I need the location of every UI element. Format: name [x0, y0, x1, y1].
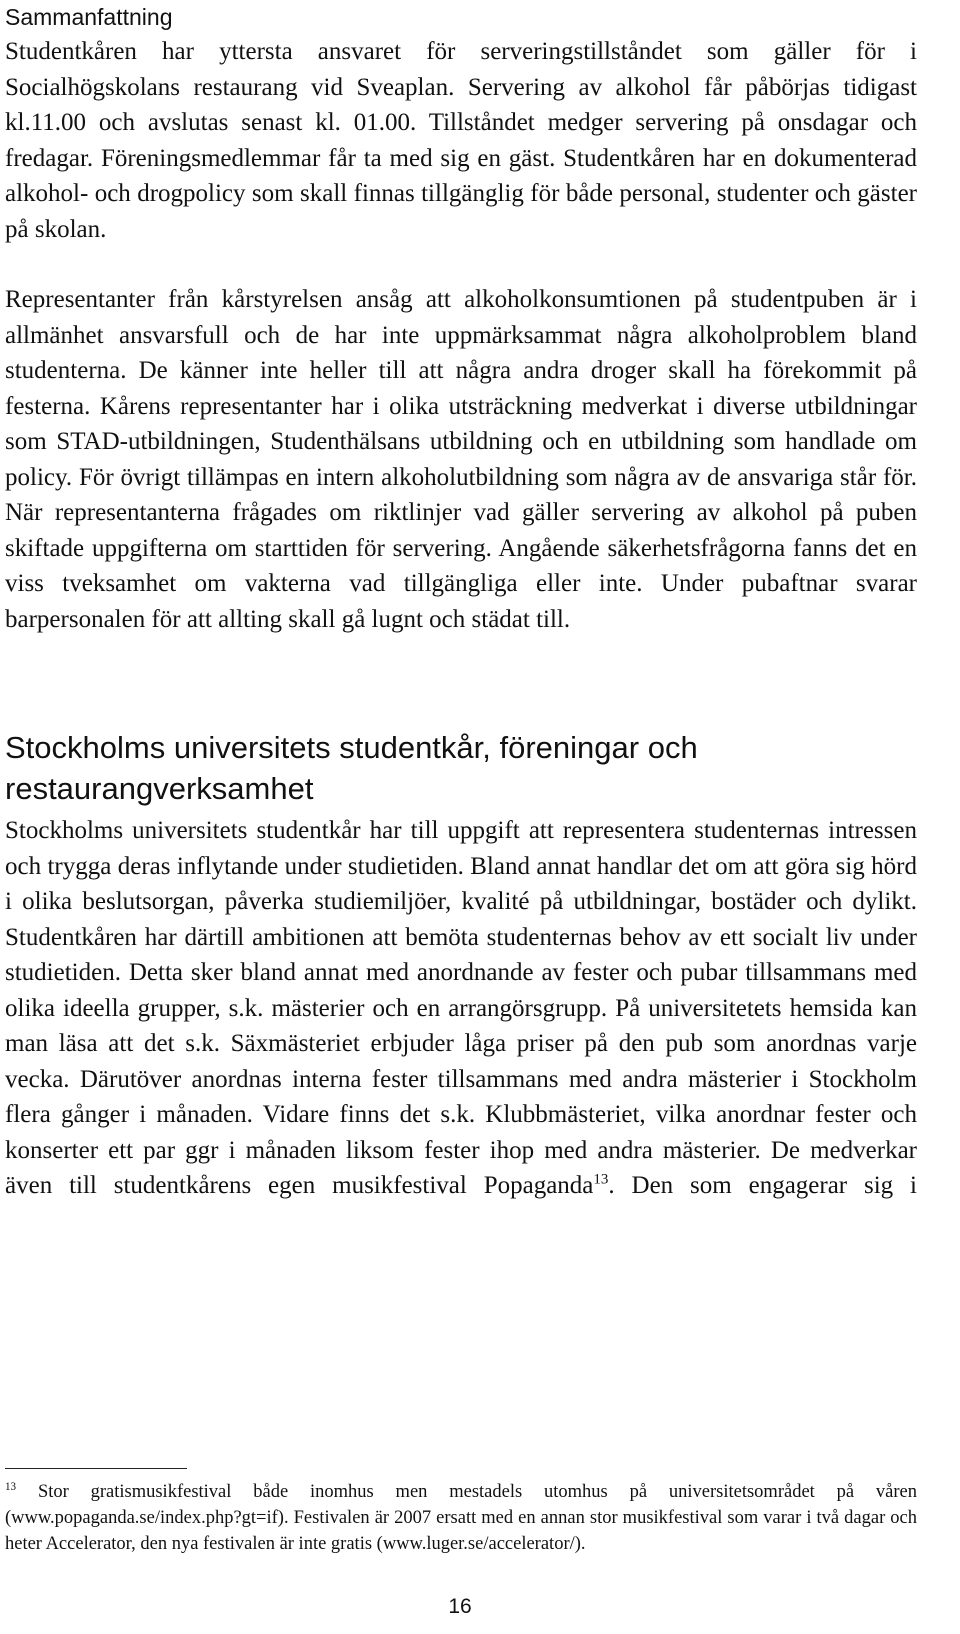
- page-number: 16: [448, 1595, 472, 1618]
- footnote: [5, 1479, 917, 1557]
- document-page: [5, 0, 917, 1204]
- section-heading-summary: Sammanfattning: [5, 4, 173, 30]
- stockholm-paragraph-tail: . Den som engagerar sig i: [608, 1172, 918, 1199]
- stockholm-paragraph: [5, 813, 917, 1204]
- summary-paragraph-2: Representanter från kårstyrelsen ansåg att alkoholkonsumtionen på studentpuben är i allmänhet ansvarsfull och de har inte uppmärksammat några alkoholproblem bland studenterna. De känner inte heller till att några andra droger skall ha förekommit på festerna. Kårens representanter har i olika utsträckning medverkat i diverse utbildningar som STAD-utbildningen, Studenthälsans utbildning och en utbildning som handlade om policy. För övrigt tillämpas en intern alkoholutbildning som några av de ansvariga står för. När representanterna frågades om riktlinjer vad gäller servering av alkohol på puben skiftade uppgifterna om starttiden för servering. Angående säkerhetsfrågorna fanns det en viss tveksamhet om vakterna vad tillgängliga eller inte. Under pubaftnar svarar barpersonalen för att allting skall gå lugnt och städat till.: [5, 286, 917, 633]
- footnote-area: [5, 1479, 917, 1557]
- footnote-reference: 13: [593, 1171, 609, 1188]
- footnote-number: 13: [5, 1480, 17, 1493]
- footnote-text: Stor gratismusikfestival både inomhus men mestadels utomhus på universitetsområdet på våren (www.popaganda.se/index.php?gt=if). Festivalen är 2007 ersatt med en annan stor musikfestival som varar i två dagar och heter Accelerator, den nya festivalen är inte gratis (www.luger.se/accelerator/).: [5, 1482, 918, 1554]
- stockholm-paragraph-text: Stockholms universitets studentkår har till uppgift att representera studenternas intressen och trygga deras inflytande under studietiden. Bland annat handlar det om att göra sig hörd i olika beslutsorgan, påverka studiemiljöer, kvalité på utbildningar, bostäder och dylikt. Studentkåren har därtill ambitionen att bemöta studenternas behov av ett socialt liv under studietiden. Detta sker bland annat med anordnande av fester och pubar tillsammans med olika ideella grupper, s.k. mästerier och en arrangörsgrupp. På universitetets hemsida kan man läsa att det s.k. Säxmästeriet erbjuder låga priser på den pub som anordnas varje vecka. Därutöver anordnas interna fester tillsammans med andra mästerier i Stockholm flera gånger i månaden. Vidare finns det s.k. Klubbmästeriet, vilka anordnar fester och konserter ett par ggr i månaden liksom fester ihop med andra mästerier. De medverkar även till studentkårens egen musikfestival Popaganda: [5, 817, 917, 1199]
- section-heading-stockholm: Stockholms universitets studentkår, föreningar och restaurangverksamhet: [5, 730, 698, 806]
- footnote-separator: [5, 1468, 187, 1469]
- summary-paragraph-1: Studentkåren har yttersta ansvaret för serveringstillståndet som gäller för i Socialhögskolans restaurang vid Sveaplan. Servering av alkohol får påbörjas tidigast kl.11.00 och avslutas senast kl. 01.00. Tillståndet medger servering på onsdagar och fredagar. Föreningsmedlemmar får ta med sig en gäst. Studentkåren har en dokumenterad alkohol- och drogpolicy som skall finnas tillgänglig för både personal, studenter och gäster på skolan.: [5, 38, 917, 243]
